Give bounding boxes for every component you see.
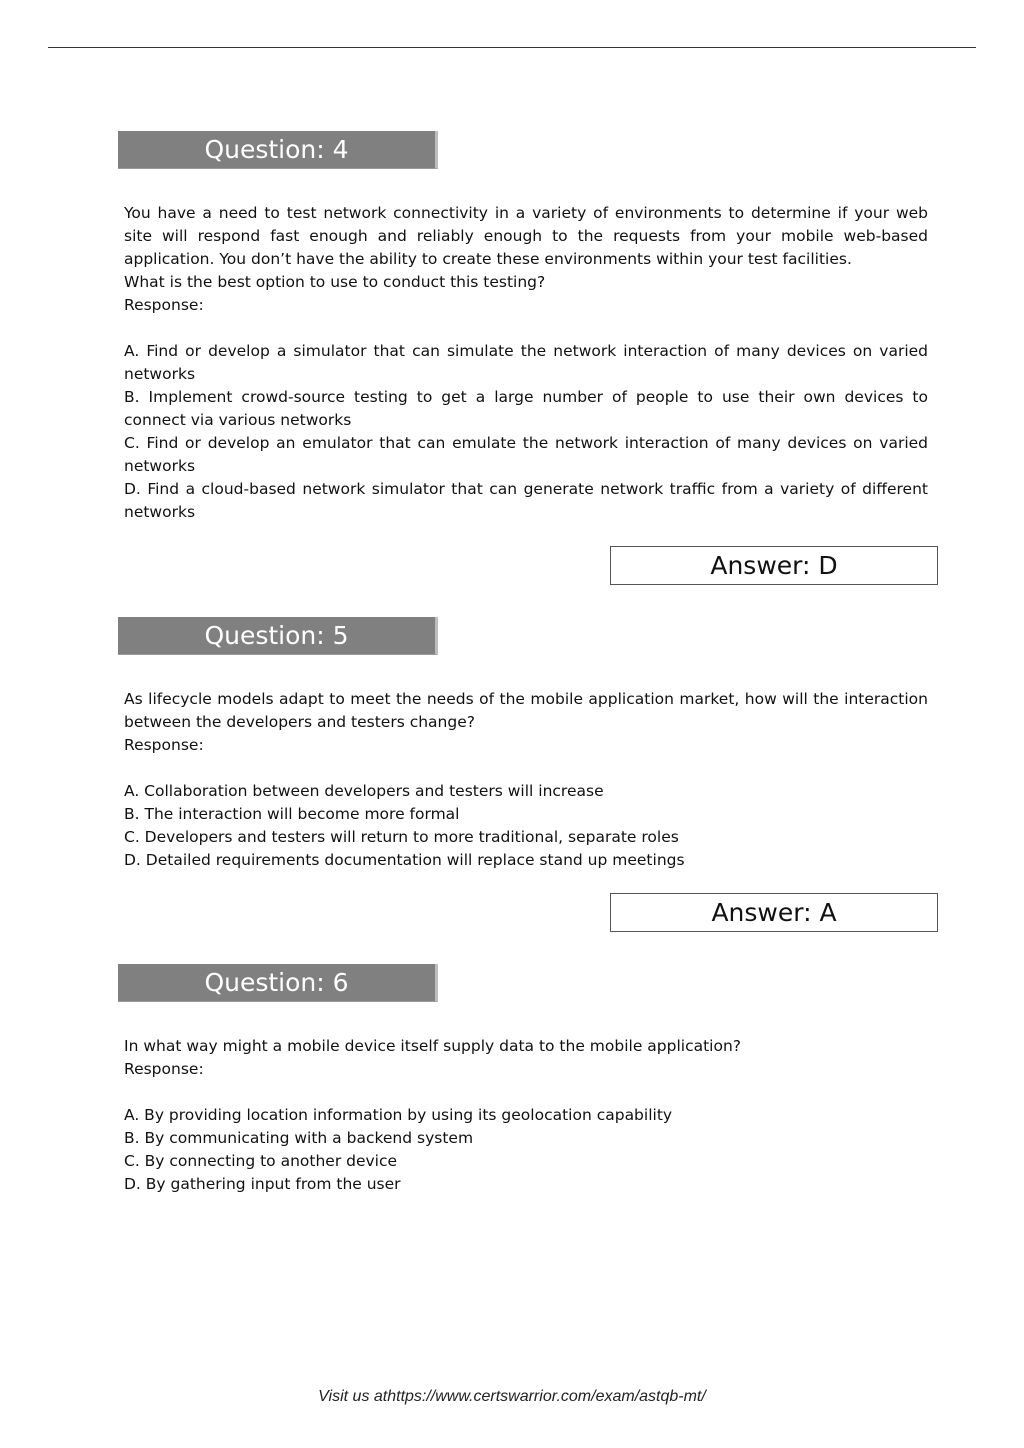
option-b: B. The interaction will become more formal <box>124 805 460 823</box>
question-prompt: What is the best option to use to conduct this testing? <box>124 273 546 291</box>
option-list <box>124 780 928 872</box>
answer-box-q5: Answer: A <box>610 893 938 932</box>
option-d: D. Detailed requirements documentation will replace stand up meetings <box>124 851 685 869</box>
question-4 <box>118 131 930 524</box>
question-stem: You have a need to test network connectivity in a variety of environments to determine if your web site will respond fast enough and reliably enough to the requests from your mobile web-based application. You don’t have the ability to create these environments within your test facilities. <box>124 204 928 268</box>
option-a: A. Collaboration between developers and testers will increase <box>124 782 604 800</box>
question-header <box>118 131 438 169</box>
question-stem: As lifecycle models adapt to meet the needs of the mobile application market, how will the interaction between the developers and testers change? <box>124 690 928 731</box>
option-list <box>124 340 928 524</box>
question-header <box>118 617 438 655</box>
question-label: Question: 4 <box>204 135 349 164</box>
footer <box>0 1388 1024 1406</box>
option-c: C. Find or develop an emulator that can emulate the network interaction of many devices on varied networks <box>124 434 928 475</box>
answer-box-q4: Answer: D <box>610 546 938 585</box>
response-label: Response: <box>124 736 204 754</box>
option-b: B. Implement crowd-source testing to get a large number of people to use their own devices to connect via various networks <box>124 388 928 429</box>
question-body <box>118 1035 928 1196</box>
footer-link-text[interactable]: Visit us athttps://www.certswarrior.com/exam/astqb-mt/ <box>318 1388 706 1405</box>
option-d: D. Find a cloud-based network simulator that can generate network traffic from a variety of different networks <box>124 480 928 521</box>
option-c: C. Developers and testers will return to more traditional, separate roles <box>124 828 679 846</box>
question-header <box>118 964 438 1002</box>
response-label: Response: <box>124 296 204 314</box>
option-c: C. By connecting to another device <box>124 1152 398 1170</box>
option-list <box>124 1104 928 1196</box>
option-a: A. By providing location information by using its geolocation capability <box>124 1106 673 1124</box>
option-d: D. By gathering input from the user <box>124 1175 401 1193</box>
question-label: Question: 5 <box>204 621 349 650</box>
question-label: Question: 6 <box>204 968 349 997</box>
question-6 <box>118 964 930 1196</box>
response-label: Response: <box>124 1060 204 1078</box>
question-5 <box>118 617 930 872</box>
option-a: A. Find or develop a simulator that can simulate the network interaction of many devices on varied networks <box>124 342 928 383</box>
question-body <box>118 202 928 524</box>
header-rule <box>48 47 976 48</box>
option-b: B. By communicating with a backend system <box>124 1129 474 1147</box>
question-stem: In what way might a mobile device itself supply data to the mobile application? <box>124 1037 742 1055</box>
question-body <box>118 688 928 872</box>
